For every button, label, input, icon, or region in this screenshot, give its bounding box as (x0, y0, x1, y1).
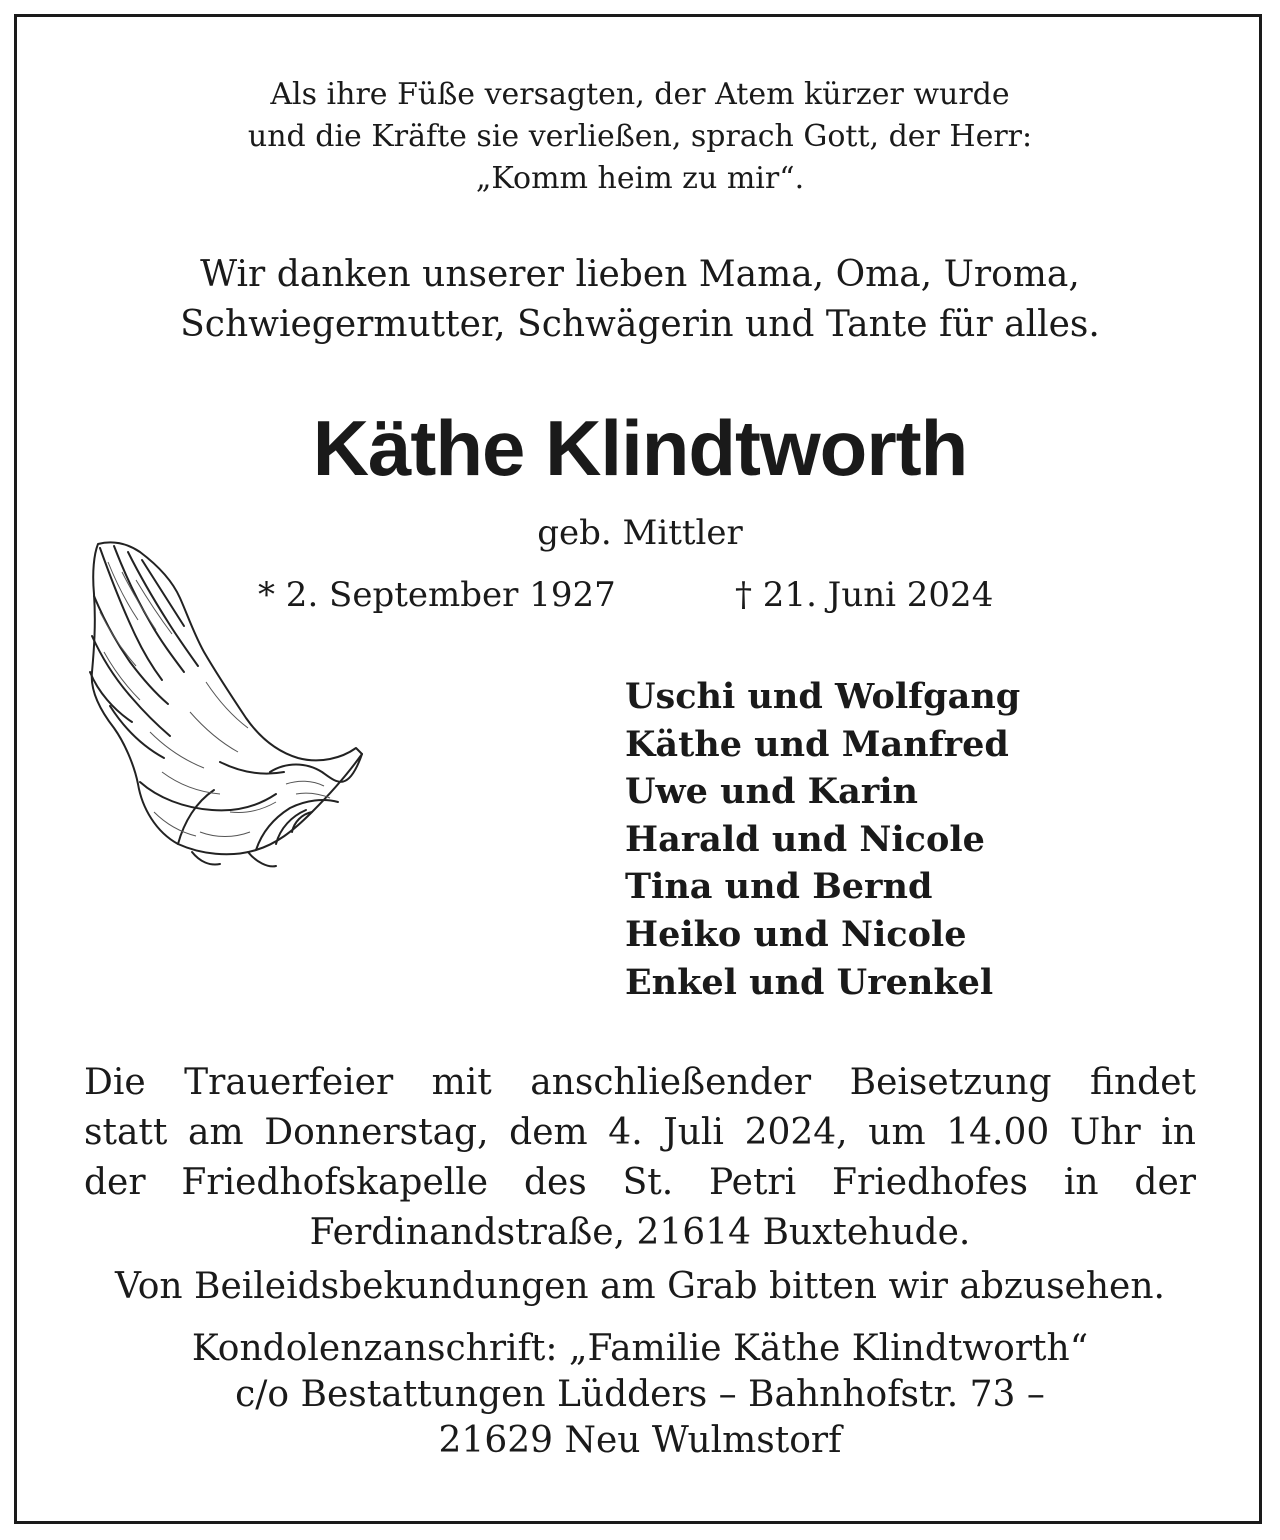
family-member: Uschi und Wolfgang (625, 676, 1021, 717)
maiden-name: geb. Mittler (537, 513, 743, 553)
poem-verse (40, 74, 1240, 200)
family-member: Enkel und Urenkel (625, 961, 994, 1003)
praying-hands-icon (80, 532, 370, 872)
poem-line: und die Kräfte sie verließen, sprach Gott, der Herr: (247, 119, 1033, 154)
condolence-address (40, 1326, 1240, 1464)
thanks-line: Schwiegermutter, Schwägerin und Tante für alles. (180, 304, 1100, 345)
death-date: † 21. Juni 2024 (735, 575, 994, 615)
thanks-text (40, 250, 1240, 350)
family-list (625, 673, 1020, 1006)
poem-line: Als ihre Füße versagten, der Atem kürzer wurde (270, 77, 1010, 112)
family-member: Uwe und Karin (625, 771, 918, 813)
ceremony-line: Die Trauerfeier mit anschließender Beisetzung findet (84, 1062, 1196, 1103)
ceremony-line: Ferdinandstraße, 21614 Buxtehude. (309, 1212, 971, 1253)
family-member: Käthe und Manfred (625, 723, 1009, 765)
address-line: c/o Bestattungen Lüdders – Bahnhofstr. 73 – (235, 1374, 1045, 1415)
address-line: Kondolenzanschrift: „Familie Käthe Klindtworth“ (191, 1328, 1089, 1369)
ceremony-line: statt am Donnerstag, dem 4. Juli 2024, um 14.00 Uhr in (84, 1112, 1196, 1153)
condolence-request: Von Beileidsbekundungen am Grab bitten wir abzusehen. (115, 1266, 1165, 1307)
family-member: Harald und Nicole (625, 818, 985, 860)
ceremony-info (84, 1058, 1196, 1258)
family-member: Tina und Bernd (625, 866, 933, 908)
ceremony-line: der Friedhofskapelle des St. Petri Friedhofes in der (84, 1162, 1196, 1203)
family-member: Heiko und Nicole (625, 913, 967, 955)
thanks-line: Wir danken unserer lieben Mama, Oma, Uroma, (200, 254, 1080, 295)
birth-date: * 2. September 1927 (258, 575, 616, 615)
deceased-name: Käthe Klindtworth (312, 404, 968, 492)
address-line: 21629 Neu Wulmstorf (438, 1420, 842, 1461)
poem-line: „Komm heim zu mir“. (475, 161, 805, 196)
